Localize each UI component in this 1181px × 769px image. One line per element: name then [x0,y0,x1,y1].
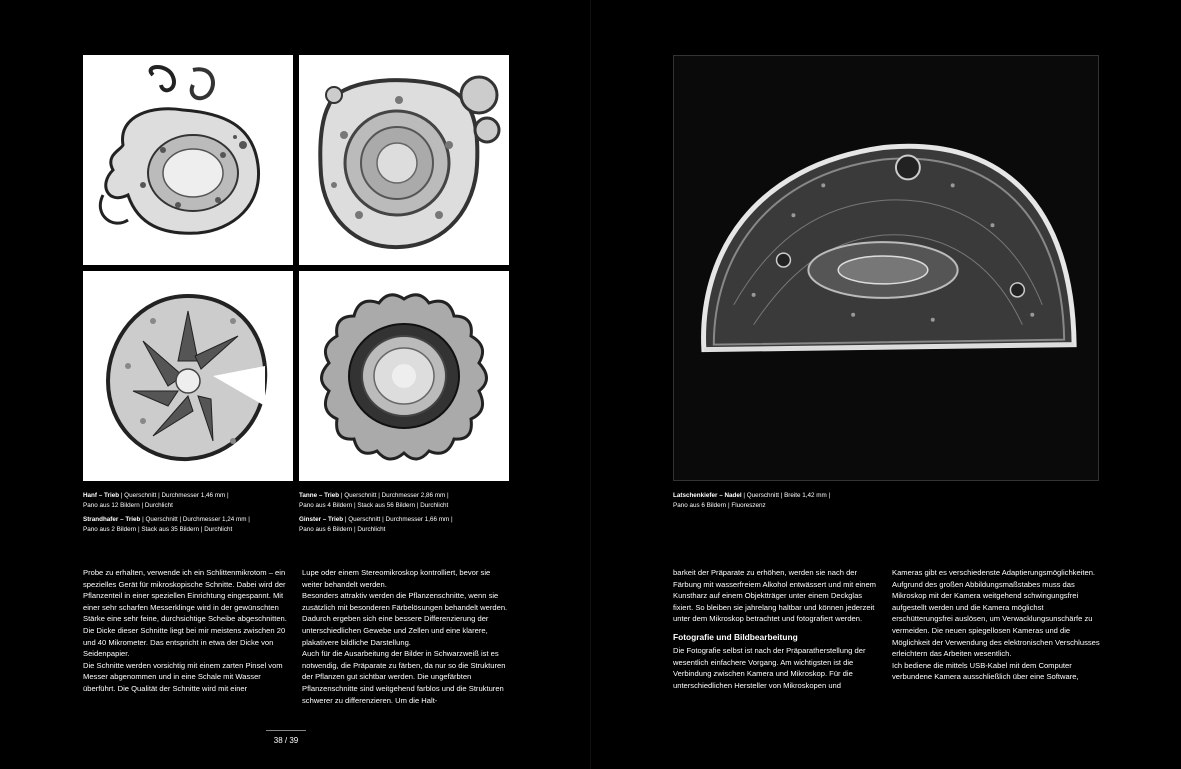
latschenkiefer-fluorescence-image [673,55,1099,481]
ginster-cross-section-image [299,271,509,481]
caption-left-column [83,491,283,539]
hanf-cross-section-image [83,55,293,265]
body-paragraph: barkeit der Präparate zu erhöhen, werden sie nach der Färbung mit wasserfreiem Alkohol entwässert und mit einem Kunstharz auf einem Objektträger unter einem Deckglas fixiert. So bleiben sie jahrelang haltbar und können jederzeit unter dem Mikroskop betrachtet und fotografiert werden. [673,568,877,624]
caption-right-column [299,491,499,539]
strandhafer-cross-section-image [83,271,293,481]
caption-line: Pano aus 12 Bildern | Durchlicht [83,502,173,509]
caption-title: Latschenkiefer – Nadel [673,492,742,499]
body-paragraph: Aufgrund des großen Abbildungsmaßstabes muss das Mikroskop mit der Kamera weitgehend schwingungsfrei aufgestellt werden und die Kamera möglichst erschütterungsfrei auslösen, um Verwacklungsunschärfe zu vermeiden. Die neuen spiegellosen Kameras und die Möglichkeit der Verwendung des elektronischen Verschlusses erleichtern das Arbeiten wesentlich. [892,579,1100,659]
body-paragraph: Lupe oder einem Stereomikroskop kontrolliert, bevor sie weiter behandelt werden. [302,568,491,589]
caption-line: | Querschnitt | Durchmesser 1,46 mm | [119,492,229,499]
tanne-cross-section-image [299,55,509,265]
caption-title: Strandhafer – Trieb [83,516,141,523]
body-paragraph: Die Fotografie selbst ist nach der Präparatherstellung der wesentlich einfachere Vorgang. Am wichtigsten ist die Verbindung zwischen Kamera und Mikroskop. Für die unterschiedlichen Hersteller von Mikroskopen und [673,645,866,690]
caption-tanne [299,491,499,511]
caption-line: Pano aus 6 Bildern | Fluoreszenz [673,502,766,509]
left-page [0,0,590,769]
body-text-column-3 [673,567,881,691]
body-paragraph: Kameras gibt es verschiedenste Adaptierungsmöglichkeiten. [892,568,1096,577]
caption-line: | Querschnitt | Breite 1,42 mm | [741,492,831,499]
body-text-column-1 [83,567,291,695]
caption-title: Ginster – Trieb [299,516,344,523]
caption-line: Pano aus 2 Bildern | Stack aus 35 Bildern | Durchlicht [83,526,233,533]
page-number: 38 / 39 [273,736,299,745]
folio-rule [266,730,306,731]
body-text-column-4 [892,567,1100,683]
body-text-column-2 [302,567,510,706]
caption-strandhafer [83,515,283,535]
body-paragraph: Die Schnitte werden vorsichtig mit einem zarten Pinsel vom Messer abgenommen und in eine Schale mit Wasser überführt. Die Qualität der Schnitte wird mit einer [83,660,283,693]
caption-line: | Querschnitt | Durchmesser 2,86 mm | [339,492,449,499]
caption-hanf [83,491,283,511]
caption-line: | Querschnitt | Durchmesser 1,66 mm | [343,516,453,523]
body-paragraph: Besonders attraktiv werden die Pflanzenschnitte, wenn sie zusätzlich mit besonderen Färbelösungen behandelt werden. Dadurch ergeben sich eine bessere Differenzierung der unterschiedlichen Gewebe und Zellen und eine klarere, plakativere bildliche Darstellung. [302,591,508,647]
body-paragraph: Auch für die Ausarbeitung der Bilder in Schwarzweiß ist es notwendig, die Präparate zu färben, da nur so die Strukturen der Pflanzen gut sichtbar werden. Die ungefärbten Pflanzenschnitte sind weitgehend farblos und die Strukturen schwerer zu differenzieren. Um die Halt- [302,649,506,705]
caption-line: | Querschnitt | Durchmesser 1,24 mm | [140,516,250,523]
caption-latschenkiefer [673,491,873,515]
body-paragraph: Ich bediene die mittels USB-Kabel mit dem Computer verbundene Kamera ausschließlich über eine Software, [892,660,1079,682]
caption-line: Pano aus 6 Bildern | Durchlicht [299,526,386,533]
right-page [591,0,1181,769]
caption-line: Pano aus 4 Bildern | Stack aus 56 Bildern | Durchlicht [299,502,449,509]
caption-title: Tanne – Trieb [299,492,340,499]
body-paragraph: Probe zu erhalten, verwende ich ein Schlittenmikrotom – ein spezielles Gerät für mikroskopische Schnitte. Dabei wird der Pflanzenteil in einer speziellen Einrichtung eingespannt. Mit einer sehr scharfen Messerklinge wird in der gewünschten Stärke eine sehr feine, durchsichtige Scheibe abgeschnitten. Die Dicke dieser Schnitte liegt bei mir meistens zwischen 20 und 40 Mikrometer. Das entspricht in etwa der Dicke von Seidenpapier. [83,568,287,659]
section-heading: Fotografie und Bildbearbeitung [673,631,798,642]
caption-title: Hanf – Trieb [83,492,120,499]
caption-ginster [299,515,499,535]
